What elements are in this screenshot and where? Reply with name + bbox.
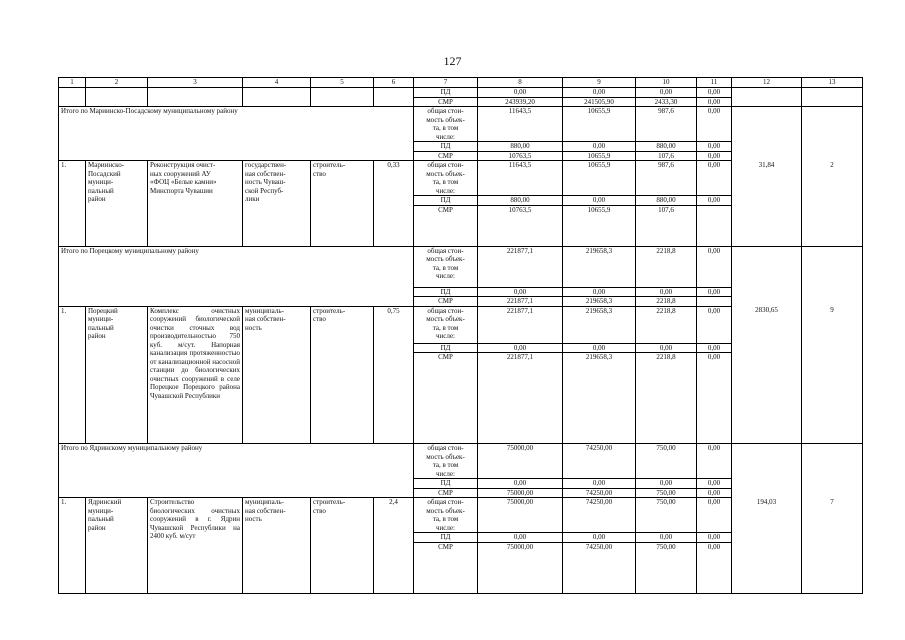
work-type-cell xyxy=(311,498,374,594)
value-cell: 221877,1 xyxy=(478,306,563,343)
value-cell: 221877,1 xyxy=(478,246,563,287)
value-cell: 750,00 xyxy=(636,488,697,498)
value-cell: 11643,5 xyxy=(478,107,563,142)
general-cost-label: общая стои- мость объек- та, в том числе: xyxy=(426,246,465,280)
cost-type-label: СМР xyxy=(414,205,478,246)
object-row xyxy=(59,306,863,343)
value-cell: 0,00 xyxy=(636,533,697,543)
value-cell: 221877,1 xyxy=(478,297,563,307)
capacity-cell: 0,33 xyxy=(374,161,414,247)
district-name: Порецкий муници- пальный район xyxy=(88,306,118,340)
value-cell: 0,00 xyxy=(697,353,732,444)
object-row xyxy=(59,498,863,533)
value-cell: 241505,90 xyxy=(563,97,636,107)
value-cell: 0,00 xyxy=(697,479,732,489)
general-cost-label: общая стои- мость объек- та, в том числе: xyxy=(426,306,465,340)
value-cell: 2218,8 xyxy=(636,353,697,444)
value-cell: 0,00 xyxy=(563,533,636,543)
value-cell: 0,00 xyxy=(697,542,732,593)
value-cell: 0,00 xyxy=(563,479,636,489)
cost-type-label xyxy=(414,107,478,142)
value-cell: 0,00 xyxy=(563,287,636,297)
ownership-cell xyxy=(243,161,311,247)
value-cell: 880,00 xyxy=(478,196,563,206)
cost-type-label: СМР xyxy=(414,297,478,307)
value-cell xyxy=(697,205,732,246)
value-cell: 880,00 xyxy=(636,142,697,152)
value-cell: 987,6 xyxy=(636,161,697,196)
value-cell: 0,00 xyxy=(478,343,563,353)
page-number: 127 xyxy=(443,54,462,68)
district-cell xyxy=(86,161,148,247)
value-cell: 750,00 xyxy=(636,498,697,533)
general-cost-label: общая стои- мость объек- та, в том числе: xyxy=(426,444,465,478)
col12-value: 31,84 xyxy=(732,161,802,247)
general-cost-label: общая стои- мость объек- та, в том числе: xyxy=(426,107,465,141)
value-cell: 0,00 xyxy=(478,287,563,297)
work-type-cell xyxy=(311,161,374,247)
col-header-7: 7 xyxy=(414,78,478,88)
col-header-6: 6 xyxy=(374,78,414,88)
cost-type-label xyxy=(414,161,478,196)
value-cell: 987,6 xyxy=(636,107,697,142)
section-total-label: Итого по Порецкому муниципальному району xyxy=(59,246,414,306)
district-cell xyxy=(86,306,148,444)
value-cell: 0,00 xyxy=(697,488,732,498)
value-cell: 75000,00 xyxy=(478,488,563,498)
value-cell: 75000,00 xyxy=(478,498,563,533)
value-cell: 10655,9 xyxy=(563,205,636,246)
value-cell: 0,00 xyxy=(697,196,732,206)
cost-type-label xyxy=(414,246,478,287)
value-cell: 0,00 xyxy=(563,88,636,98)
col12-value: 194,03 xyxy=(732,498,802,594)
general-cost-label: общая стои- мость объек- та, в том числе: xyxy=(426,161,465,195)
col12-value: 2830,65 xyxy=(732,306,802,444)
value-cell: 2433,30 xyxy=(636,97,697,107)
value-cell: 219658,3 xyxy=(563,353,636,444)
cost-type-label: СМР xyxy=(414,151,478,161)
value-cell: 0,00 xyxy=(636,287,697,297)
cost-type-label xyxy=(414,306,478,343)
carry-pd-row xyxy=(59,88,863,98)
district-name: Мариинско- Посадский муници- пальный район xyxy=(88,161,125,203)
section-total-row xyxy=(59,107,863,142)
cost-type-label: ПД xyxy=(414,196,478,206)
value-cell: 0,00 xyxy=(636,88,697,98)
col-header-8: 8 xyxy=(478,78,563,88)
col-header-3: 3 xyxy=(148,78,243,88)
cost-type-label: СМР xyxy=(414,97,478,107)
capacity-cell: 2,4 xyxy=(374,498,414,594)
value-cell: 10655,9 xyxy=(563,151,636,161)
section-total-label: Итого по Ядринскому муниципальному району xyxy=(59,444,414,498)
value-cell: 0,00 xyxy=(697,142,732,152)
value-cell: 10655,9 xyxy=(563,107,636,142)
object-description: Реконструкция очист- ных сооружений АУ «ФОЦ «Белые камни» Минспорта Чувашии xyxy=(148,161,243,247)
section-total-row xyxy=(59,246,863,287)
value-cell: 219658,3 xyxy=(563,297,636,307)
ownership-text: муниципаль- ная собствен- ность xyxy=(245,498,286,523)
value-cell: 0,00 xyxy=(636,479,697,489)
value-cell: 107,6 xyxy=(636,205,697,246)
work-type-cell xyxy=(311,306,374,444)
cost-type-label xyxy=(414,498,478,533)
value-cell: 107,6 xyxy=(636,151,697,161)
ownership-cell xyxy=(243,498,311,594)
value-cell: 0,00 xyxy=(636,343,697,353)
value-cell: 750,00 xyxy=(636,542,697,593)
value-cell: 0,00 xyxy=(697,343,732,353)
item-number: 1. xyxy=(59,161,86,247)
value-cell: 0,00 xyxy=(563,196,636,206)
value-cell: 0,00 xyxy=(697,151,732,161)
col-header-12: 12 xyxy=(732,78,802,88)
col-header-13: 13 xyxy=(802,78,863,88)
value-cell: 10655,9 xyxy=(563,161,636,196)
value-cell: 0,00 xyxy=(697,88,732,98)
object-description: Комплекс очистных сооружений биологической очистки сточных вод производительностью 750 куб. м/сут. Напорная канализация протяженностью от канализационной насосной станции до биологических очистных сооружений в селе Порецкое Порецкого района Чувашской Республики xyxy=(148,306,243,444)
value-cell: 0,00 xyxy=(697,533,732,543)
col-header-1: 1 xyxy=(59,78,86,88)
col-header-5: 5 xyxy=(311,78,374,88)
cost-type-label: ПД xyxy=(414,479,478,489)
object-description: Строительство биологических очистных сооружений в г. Ядрин Чувашской Республики на 2400 куб. м/сут xyxy=(148,498,243,594)
value-cell: 880,00 xyxy=(478,142,563,152)
value-cell: 0,00 xyxy=(478,479,563,489)
cost-type-label xyxy=(414,444,478,479)
value-cell: 0,00 xyxy=(697,444,732,479)
value-cell: 10763,5 xyxy=(478,151,563,161)
value-cell: 0,00 xyxy=(478,88,563,98)
work-type-text: строитель- ство xyxy=(313,161,346,178)
column-number-row xyxy=(59,78,863,88)
value-cell: 0,00 xyxy=(563,142,636,152)
value-cell: 243939,20 xyxy=(478,97,563,107)
col13-value: 7 xyxy=(802,498,863,594)
value-cell: 74250,00 xyxy=(563,498,636,533)
budget-table xyxy=(58,77,863,594)
section-total-label: Итого по Мариинско-Посадскому муниципальному району xyxy=(59,107,414,161)
capacity-cell: 0,75 xyxy=(374,306,414,444)
object-row xyxy=(59,161,863,196)
item-number: 1. xyxy=(59,498,86,594)
value-cell: 2218,8 xyxy=(636,297,697,307)
value-cell: 0,00 xyxy=(697,306,732,343)
cost-type-label: СМР xyxy=(414,488,478,498)
ownership-text: муниципаль- ная собствен- ность xyxy=(245,306,286,332)
value-cell: 0,00 xyxy=(697,97,732,107)
value-cell: 219658,3 xyxy=(563,306,636,343)
value-cell: 0,00 xyxy=(697,287,732,297)
district-cell xyxy=(86,498,148,594)
work-type-text: строитель- ство xyxy=(313,498,346,515)
value-cell: 11643,5 xyxy=(478,161,563,196)
col-header-2: 2 xyxy=(86,78,148,88)
value-cell: 74250,00 xyxy=(563,444,636,479)
ownership-cell xyxy=(243,306,311,444)
value-cell: 2218,8 xyxy=(636,306,697,343)
value-cell xyxy=(697,297,732,307)
value-cell: 221877,1 xyxy=(478,353,563,444)
value-cell: 880,00 xyxy=(636,196,697,206)
col-header-4: 4 xyxy=(243,78,311,88)
value-cell: 2218,8 xyxy=(636,246,697,287)
col-header-10: 10 xyxy=(636,78,697,88)
value-cell: 0,00 xyxy=(697,498,732,533)
ownership-text: государствен- ная собствен- ность Чуваш- ской Респуб- лики xyxy=(245,161,287,203)
value-cell: 10763,5 xyxy=(478,205,563,246)
cost-type-label: ПД xyxy=(414,88,478,98)
col-header-11: 11 xyxy=(697,78,732,88)
value-cell: 0,00 xyxy=(697,246,732,287)
col-header-9: 9 xyxy=(563,78,636,88)
work-type-text: строитель- ство xyxy=(313,306,346,323)
value-cell: 219658,3 xyxy=(563,246,636,287)
cost-type-label: ПД xyxy=(414,343,478,353)
value-cell: 0,00 xyxy=(478,533,563,543)
col13-value: 9 xyxy=(802,306,863,444)
value-cell: 0,00 xyxy=(563,343,636,353)
district-name: Ядринский муници- пальный район xyxy=(88,498,122,532)
section-total-row xyxy=(59,444,863,479)
item-number: 1. xyxy=(59,306,86,444)
value-cell: 74250,00 xyxy=(563,488,636,498)
value-cell: 0,00 xyxy=(697,161,732,196)
value-cell: 750,00 xyxy=(636,444,697,479)
value-cell: 0,00 xyxy=(697,107,732,142)
cost-type-label: СМР xyxy=(414,542,478,593)
cost-type-label: ПД xyxy=(414,142,478,152)
general-cost-label: общая стои- мость объек- та, в том числе: xyxy=(426,498,465,532)
value-cell: 75000,00 xyxy=(478,444,563,479)
col13-value: 2 xyxy=(802,161,863,247)
value-cell: 75000,00 xyxy=(478,542,563,593)
cost-type-label: СМР xyxy=(414,353,478,444)
cost-type-label: ПД xyxy=(414,287,478,297)
cost-type-label: ПД xyxy=(414,533,478,543)
value-cell: 74250,00 xyxy=(563,542,636,593)
